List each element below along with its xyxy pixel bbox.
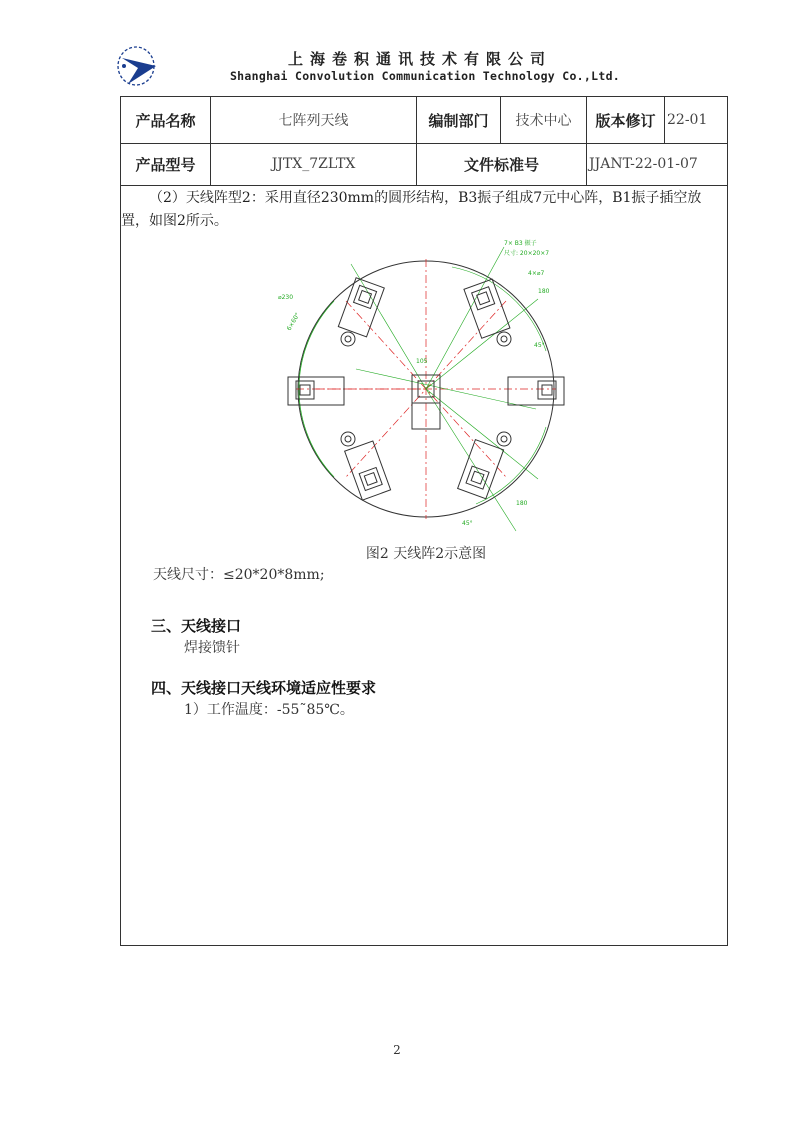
label-angle-top: 45° <box>534 342 545 349</box>
revision-label: 版本修订 <box>587 97 665 143</box>
company-logo <box>116 44 160 88</box>
company-name-cn: 上海卷积通讯技术有限公司 <box>287 50 552 68</box>
doc-std-value: JJANT-22-01-07 <box>589 156 698 172</box>
label-angle-bottom: 45° <box>462 520 473 527</box>
label-array: 7× B3 振子 <box>504 240 537 247</box>
label-holes: 4×⌀7 <box>528 270 545 277</box>
label-radius-top: 180 <box>538 288 550 295</box>
label-size: 尺寸: 20×20×7 <box>504 250 550 257</box>
section-4-item-1: 1）工作温度：-55˜85℃。 <box>184 702 354 718</box>
label-spacing: 105 <box>416 358 428 365</box>
page-number: 2 <box>393 1043 401 1057</box>
model-label: 产品型号 <box>121 143 211 185</box>
info-row-1 <box>121 97 727 144</box>
product-name-label: 产品名称 <box>121 97 211 143</box>
section-3-body: 焊接馈针 <box>184 640 240 656</box>
section-4-title: 四、天线接口天线环境适应性要求 <box>151 679 377 697</box>
label-diameter: ⌀230 <box>278 294 294 301</box>
dept-value: 技术中心 <box>501 97 587 143</box>
array-description: （2）天线阵型2：采用直径230mm的圆形结构，B3振子组成7元中心阵，B1振子插空放置，如图2所示。 <box>121 190 702 229</box>
revision-value: 22-01 <box>667 112 708 128</box>
antenna-array-drawing <box>276 239 576 539</box>
figure-caption: 图2 天线阵2示意图 <box>365 546 487 562</box>
info-row-2 <box>121 143 727 186</box>
label-radius-bottom: 180 <box>516 500 528 507</box>
doc-std-label: 文件标准号 <box>417 143 587 185</box>
spec-sheet-frame <box>120 96 728 946</box>
section-3-title: 三、天线接口 <box>151 617 242 635</box>
antenna-size: 天线尺寸：≤20*20*8mm; <box>153 567 325 583</box>
company-name-en: Shanghai Convolution Communication Technology Co.,Ltd. <box>229 69 621 83</box>
label-angle-side: 6×60° <box>285 311 302 332</box>
model-value: JJTX_7ZLTX <box>211 143 417 185</box>
product-name-value: 七阵列天线 <box>211 97 417 143</box>
dept-label: 编制部门 <box>417 97 501 143</box>
